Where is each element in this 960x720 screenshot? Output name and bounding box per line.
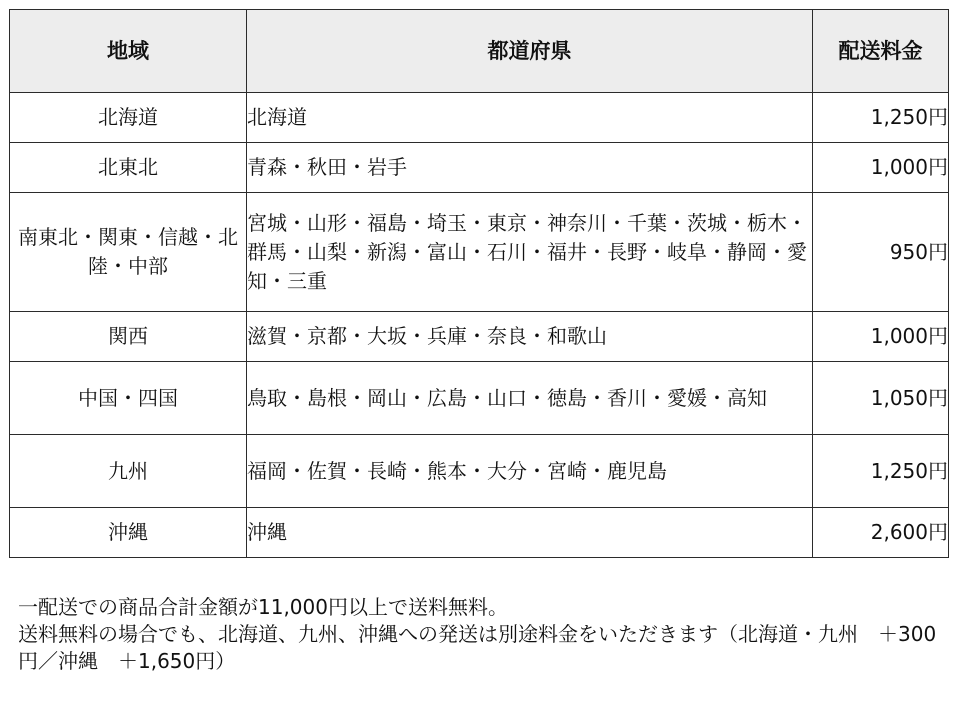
- region-cell: 中国・四国: [10, 362, 247, 435]
- region-cell: 北海道: [10, 93, 247, 143]
- table-row: [10, 193, 949, 312]
- prefectures-cell: 青森・秋田・岩手: [247, 143, 813, 193]
- table-row: [10, 143, 949, 193]
- table-row: [10, 312, 949, 362]
- fee-cell: 1,000円: [813, 143, 949, 193]
- table-row: [10, 362, 949, 435]
- prefectures-cell: 鳥取・島根・岡山・広島・山口・徳島・香川・愛媛・高知: [247, 362, 813, 435]
- region-cell: 沖縄: [10, 508, 247, 558]
- header-fee: 配送料金: [813, 10, 949, 93]
- fee-cell: 2,600円: [813, 508, 949, 558]
- shipping-fee-table: [9, 9, 949, 558]
- surcharge-note: 送料無料の場合でも、北海道、九州、沖縄への発送は別途料金をいただきます（北海道・九州 ＋300円／沖縄 ＋1,650円）: [18, 622, 937, 673]
- region-cell: 北東北: [10, 143, 247, 193]
- fee-cell: 950円: [813, 193, 949, 312]
- region-cell: 南東北・関東・信越・北陸・中部: [10, 193, 247, 312]
- shipping-notes: [18, 594, 938, 675]
- prefectures-cell: 沖縄: [247, 508, 813, 558]
- table-header-row: [10, 10, 949, 93]
- table-row: [10, 508, 949, 558]
- fee-cell: 1,050円: [813, 362, 949, 435]
- table-row: [10, 435, 949, 508]
- fee-cell: 1,250円: [813, 435, 949, 508]
- fee-cell: 1,250円: [813, 93, 949, 143]
- header-region: 地域: [10, 10, 247, 93]
- prefectures-cell: 北海道: [247, 93, 813, 143]
- region-cell: 関西: [10, 312, 247, 362]
- prefectures-cell: 宮城・山形・福島・埼玉・東京・神奈川・千葉・茨城・栃木・群馬・山梨・新潟・富山・石川・福井・長野・岐阜・静岡・愛知・三重: [247, 193, 813, 312]
- prefectures-cell: 福岡・佐賀・長崎・熊本・大分・宮崎・鹿児島: [247, 435, 813, 508]
- prefectures-cell: 滋賀・京都・大坂・兵庫・奈良・和歌山: [247, 312, 813, 362]
- header-prefectures: 都道府県: [247, 10, 813, 93]
- table-row: [10, 93, 949, 143]
- fee-cell: 1,000円: [813, 312, 949, 362]
- region-cell: 九州: [10, 435, 247, 508]
- free-shipping-note: 一配送での商品合計金額が11,000円以上で送料無料。: [18, 595, 508, 619]
